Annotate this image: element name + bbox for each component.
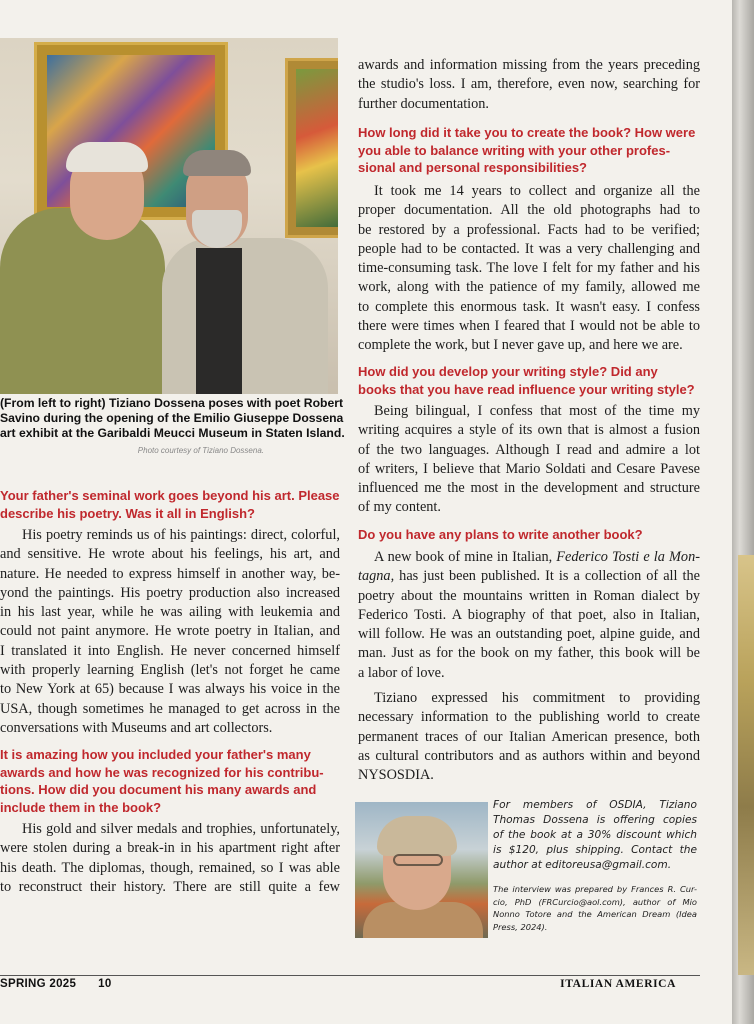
- exhibit-photo: [0, 38, 338, 394]
- answer-paragraph: His poetry reminds us of his paintings: direct, colorful, and sensitive. He wrote about his feelings, his art, and nature. He needed to express himself in another way, be- yond the paintings. His poetry production also increased in his last year, while he was ailing with leukemia and could not paint anymore. He wrote poetry in Italian, and I translated it into English. He never concerned himself with properly learning English (let's not forget he came to New York at 65) because I was always his voice in the USA, though sometimes he managed to get across in the conversations with Museums and art collectors.: [0, 527, 340, 736]
- person-figure: [0, 208, 165, 394]
- answer-paragraph: It took me 14 years to collect and organize all the proper documentation. All the old photographs had to be restored by a professional. Facts had to be verified; people had to be contacted. It was a very challenging and time-consuming task. The love I felt for my father and his work, along with the patience of my family, allowed me to complete this enormous task. It wasn't easy. I confess there were times when I feared that I would not be able to complete the work, but I never gave up, and here we are.: [358, 183, 700, 354]
- photo-caption: (From left to right) Tiziano Dossena poses with poet Robert Savino during the opening of the Emilio Giuseppe Dossena art exhibit at the Garibaldi Meucci Museum in Staten Island.: [0, 396, 345, 440]
- next-page-edge: [738, 555, 754, 975]
- page-folio: [0, 978, 112, 990]
- closing-paragraph: Tiziano expressed his commitment to providing necessary information to the publishing world to create permanent traces of our Italian American presence, both as cultural contributors and as authors within and beyond NYSOSDIA.: [358, 690, 700, 784]
- author-info-box: [355, 798, 695, 940]
- answer-paragraph: A new book of mine in Italian, Federico Tosti e la Mon- tagna, has just been published. It is a collection of all the poetry about the mountains written in Roman dialect by Federico Tosti. A biography of that poet, also in Italian, will follow. He was an outstanding poet, alpine guide, and man. Just as for the book on my father, this book will be a labor of love.: [358, 549, 700, 681]
- photo-credit: Photo courtesy of Tiziano Dossena.: [137, 446, 264, 455]
- question-heading: How long did it take you to create the book? How were you able to balance writing with your other profes- sional and personal responsibilities?: [358, 125, 696, 175]
- question-heading: How did you develop your writing style? Did any books that you have read influence your writing style?: [358, 364, 695, 397]
- question-heading: It is amazing how you included your father's many awards and how he was recognized for his contribu- tions. How did you document his many awards and include them in the book?: [0, 747, 324, 815]
- discount-offer-text: For members of OSDIA, Tiziano Thomas Dossena is offering copies of the book at a 30% discount which is $120, plus shipping. Contact the author at editoreusa@gmail.com.: [493, 799, 697, 871]
- question-heading: Your father's seminal work goes beyond his art. Please describe his poetry. Was it all in English?: [0, 488, 340, 521]
- issue-label: SPRING 2025: [0, 978, 77, 990]
- question-heading: Do you have any plans to write another book?: [358, 527, 643, 542]
- author-portrait: [355, 802, 488, 938]
- footer-rule: [0, 975, 700, 976]
- page-number: 10: [98, 978, 112, 990]
- answer-paragraph: Being bilingual, I confess that most of the time my writing acquires a style of its own that is almost a fusion of the two languages. Although I read and admire a lot of writers, I believe that Mario Soldati and Cesare Pavese influenced me the most in the development and structure of my content.: [358, 403, 700, 516]
- magazine-name: ITALIAN AMERICA: [560, 978, 676, 990]
- person-figure: [162, 238, 328, 394]
- book-title: Federico Tosti e la Mon-: [556, 549, 700, 565]
- interviewer-bio: The interview was prepared by Frances R. Cur- cio, PhD (FRCurcio@aol.com), author of Mio Nonno Totore and the American Dream (Idea Press, 2024).: [493, 884, 697, 932]
- answer-paragraph-continued: awards and information missing from the years preceding the studio's loss. I am, therefore, even now, searching for further documentation.: [358, 57, 700, 112]
- painting-frame: [285, 58, 338, 238]
- answer-paragraph: His gold and silver medals and trophies, unfortunately, were stolen during a break-in in his apartment right after his death. The diplomas, though, remained, so I was able to reconstruct their history. There are still quite a few: [0, 821, 340, 895]
